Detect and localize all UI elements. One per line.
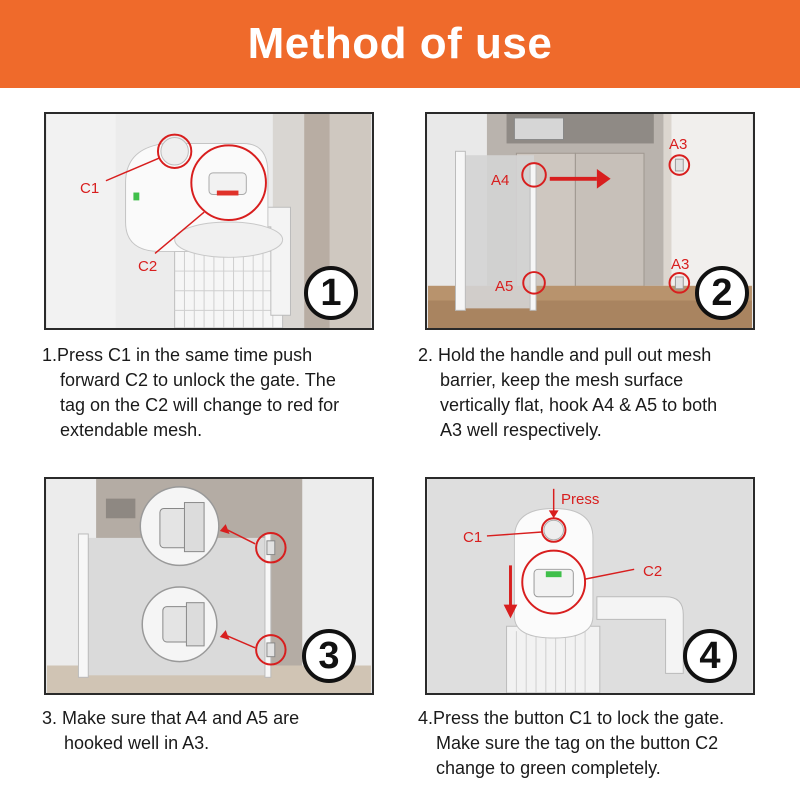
callout-a4: A4 (491, 172, 510, 189)
callout-a3-top: A3 (669, 136, 688, 153)
step-2-illustration (425, 112, 755, 330)
step-badge-1: 1 (304, 266, 358, 320)
step-badge-2: 2 (695, 266, 749, 320)
caption-line: vertically flat, hook A4 & A5 to both (440, 395, 718, 415)
callout-c2: C2 (138, 258, 158, 275)
step-badge-3: 3 (302, 629, 356, 683)
callout-a3-bottom: A3 (671, 256, 690, 273)
caption-line: hooked well in A3. (64, 733, 210, 753)
caption-line: extendable mesh. (60, 420, 203, 440)
step-badge-4: 4 (683, 629, 737, 683)
caption-line: 1.Press C1 in the same time push (42, 345, 313, 365)
caption-line: forward C2 to unlock the gate. The (60, 370, 336, 390)
step-3-caption (42, 706, 299, 756)
caption-line: barrier, keep the mesh surface (440, 370, 684, 390)
callout-c2: C2 (643, 563, 663, 580)
page-title: Method of use (247, 19, 553, 68)
step-4-caption (418, 706, 724, 781)
caption-line: A3 well respectively. (440, 420, 602, 440)
step-1-illustration (44, 112, 374, 330)
step-2-caption (418, 343, 717, 443)
caption-line: 3. Make sure that A4 and A5 are (42, 708, 300, 728)
callout-c1: C1 (463, 529, 483, 546)
caption-line: 4.Press the button C1 to lock the gate. (418, 708, 725, 728)
caption-line: 2. Hold the handle and pull out mesh (418, 345, 712, 365)
step-3-illustration (44, 477, 374, 695)
callout-a5: A5 (495, 278, 514, 295)
caption-line: Make sure the tag on the button C2 (436, 733, 719, 753)
step-1-caption (42, 343, 339, 443)
step-4-illustration (425, 477, 755, 695)
callout-press: Press (561, 491, 600, 508)
caption-line: change to green completely. (436, 758, 661, 778)
caption-line: tag on the C2 will change to red for (60, 395, 340, 415)
page-header (0, 0, 800, 88)
callout-c1: C1 (80, 180, 100, 197)
